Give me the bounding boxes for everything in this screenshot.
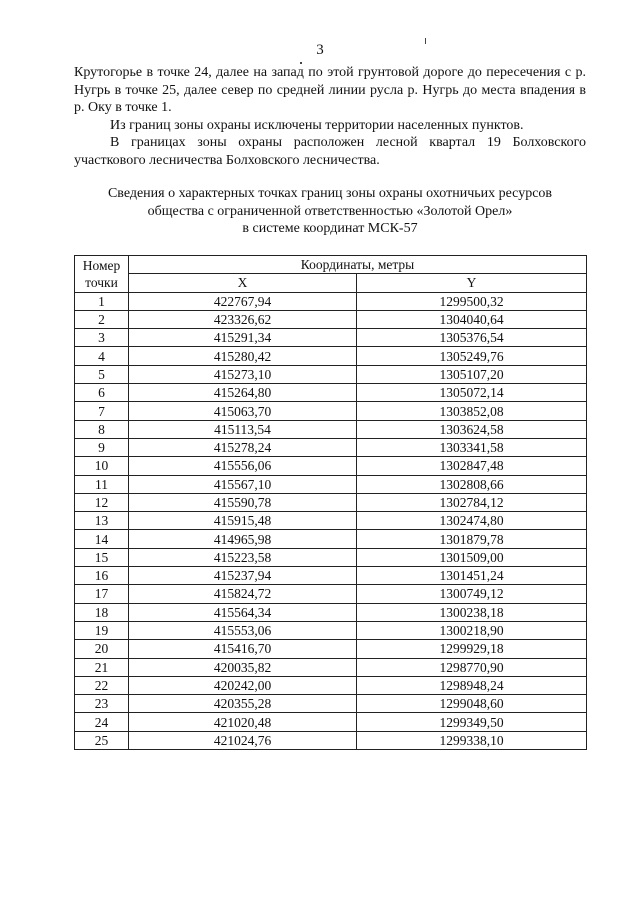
cell-x: 415564,34: [129, 603, 357, 621]
cell-y: 1305249,76: [357, 347, 587, 365]
header-point-line: точки: [85, 274, 118, 290]
cell-point-number: 4: [75, 347, 129, 365]
cell-point-number: 17: [75, 585, 129, 603]
table-row: [75, 676, 587, 694]
body-text: [74, 64, 586, 169]
cell-point-number: 23: [75, 695, 129, 713]
table-row: [75, 420, 587, 438]
cell-point-number: 24: [75, 713, 129, 731]
cell-y: 1299349,50: [357, 713, 587, 731]
cell-x: 415556,06: [129, 457, 357, 475]
table-row: [75, 603, 587, 621]
cell-point-number: 19: [75, 621, 129, 639]
table-row: [75, 658, 587, 676]
cell-y: 1305376,54: [357, 329, 587, 347]
cell-y: 1303341,58: [357, 438, 587, 456]
table-title-line: общества с ограниченной ответственностью «Золотой Орел»: [147, 203, 513, 219]
cell-point-number: 15: [75, 548, 129, 566]
paragraph-exclusions: Из границ зоны охраны исключены территории населенных пунктов.: [110, 117, 524, 133]
cell-y: 1299929,18: [357, 640, 587, 658]
cell-y: 1301879,78: [357, 530, 587, 548]
page-number: 3: [316, 42, 324, 58]
paragraph-continuation: Крутогорье в точке 24, далее на запад по этой грунтовой дороге до пересечения с р. Нугрь в точке 25, далее север по средней линии русла р. Нугрь до места впадения в р. Оку в точке 1.: [74, 65, 586, 115]
cell-point-number: 5: [75, 365, 129, 383]
table-row: [75, 292, 587, 310]
cell-x: 420035,82: [129, 658, 357, 676]
cell-x: 415237,94: [129, 567, 357, 585]
cell-x: 415280,42: [129, 347, 357, 365]
table-row: [75, 310, 587, 328]
cell-x: 421024,76: [129, 731, 357, 749]
cell-x: 415553,06: [129, 621, 357, 639]
cell-point-number: 14: [75, 530, 129, 548]
table-row: [75, 640, 587, 658]
table-row: [75, 530, 587, 548]
cell-y: 1300749,12: [357, 585, 587, 603]
coordinates-table: [74, 255, 587, 750]
cell-x: 415113,54: [129, 420, 357, 438]
cell-point-number: 3: [75, 329, 129, 347]
cell-point-number: 25: [75, 731, 129, 749]
table-row: [75, 548, 587, 566]
table-row: [75, 384, 587, 402]
table-title-line: в системе координат МСК-57: [242, 221, 418, 236]
table-row: [75, 493, 587, 511]
table-row: [75, 512, 587, 530]
cell-point-number: 21: [75, 658, 129, 676]
cell-x: 415278,24: [129, 438, 357, 456]
header-coordinates: Координаты, метры: [129, 256, 587, 274]
cell-x: 420242,00: [129, 676, 357, 694]
cell-y: 1302847,48: [357, 457, 587, 475]
cell-point-number: 9: [75, 438, 129, 456]
cell-point-number: 8: [75, 420, 129, 438]
table-title: [74, 185, 586, 238]
table-row: [75, 347, 587, 365]
table-row: [75, 438, 587, 456]
cell-point-number: 11: [75, 475, 129, 493]
cell-x: 422767,94: [129, 292, 357, 310]
cell-x: 421020,48: [129, 713, 357, 731]
cell-y: 1302808,66: [357, 475, 587, 493]
table-row: [75, 585, 587, 603]
cell-y: 1305107,20: [357, 365, 587, 383]
cell-point-number: 1: [75, 292, 129, 310]
table-row: [75, 621, 587, 639]
cell-x: 415063,70: [129, 402, 357, 420]
table-row: [75, 713, 587, 731]
cell-x: 420355,28: [129, 695, 357, 713]
cell-y: 1299338,10: [357, 731, 587, 749]
cell-y: 1303624,58: [357, 420, 587, 438]
table-row: [75, 475, 587, 493]
cell-point-number: 6: [75, 384, 129, 402]
cell-y: 1300238,18: [357, 603, 587, 621]
cell-x: 415590,78: [129, 493, 357, 511]
cell-point-number: 7: [75, 402, 129, 420]
scan-speck: [425, 38, 426, 44]
cell-point-number: 18: [75, 603, 129, 621]
table-row: [75, 457, 587, 475]
cell-y: 1303852,08: [357, 402, 587, 420]
cell-point-number: 22: [75, 676, 129, 694]
table-row: [75, 402, 587, 420]
cell-x: 415915,48: [129, 512, 357, 530]
cell-point-number: 2: [75, 310, 129, 328]
cell-y: 1305072,14: [357, 384, 587, 402]
cell-y: 1301451,24: [357, 567, 587, 585]
table-row: [75, 567, 587, 585]
cell-x: 415273,10: [129, 365, 357, 383]
cell-point-number: 10: [75, 457, 129, 475]
cell-y: 1298770,90: [357, 658, 587, 676]
table-row: [75, 695, 587, 713]
cell-x: 415416,70: [129, 640, 357, 658]
table-row: [75, 365, 587, 383]
cell-point-number: 16: [75, 567, 129, 585]
cell-point-number: 20: [75, 640, 129, 658]
header-point-line: Номер: [82, 257, 121, 273]
cell-y: 1299048,60: [357, 695, 587, 713]
cell-y: 1301509,00: [357, 548, 587, 566]
header-x: X: [129, 274, 357, 292]
cell-x: 423326,62: [129, 310, 357, 328]
cell-y: 1300218,90: [357, 621, 587, 639]
cell-x: 414965,98: [129, 530, 357, 548]
cell-x: 415291,34: [129, 329, 357, 347]
paragraph-forest-quarter: В границах зоны охраны расположен лесной квартал 19 Болховского участкового лесничества Болховского лесничества.: [74, 135, 586, 168]
cell-point-number: 12: [75, 493, 129, 511]
cell-point-number: 13: [75, 512, 129, 530]
cell-y: 1298948,24: [357, 676, 587, 694]
cell-y: 1299500,32: [357, 292, 587, 310]
table-title-line: Сведения о характерных точках границ зоны охраны охотничьих ресурсов: [107, 186, 553, 201]
cell-x: 415824,72: [129, 585, 357, 603]
cell-y: 1302784,12: [357, 493, 587, 511]
cell-x: 415264,80: [129, 384, 357, 402]
table-row: [75, 329, 587, 347]
cell-y: 1304040,64: [357, 310, 587, 328]
cell-x: 415567,10: [129, 475, 357, 493]
cell-x: 415223,58: [129, 548, 357, 566]
cell-y: 1302474,80: [357, 512, 587, 530]
header-point-number: [75, 256, 129, 293]
header-y: Y: [357, 274, 587, 292]
table-row: [75, 731, 587, 749]
